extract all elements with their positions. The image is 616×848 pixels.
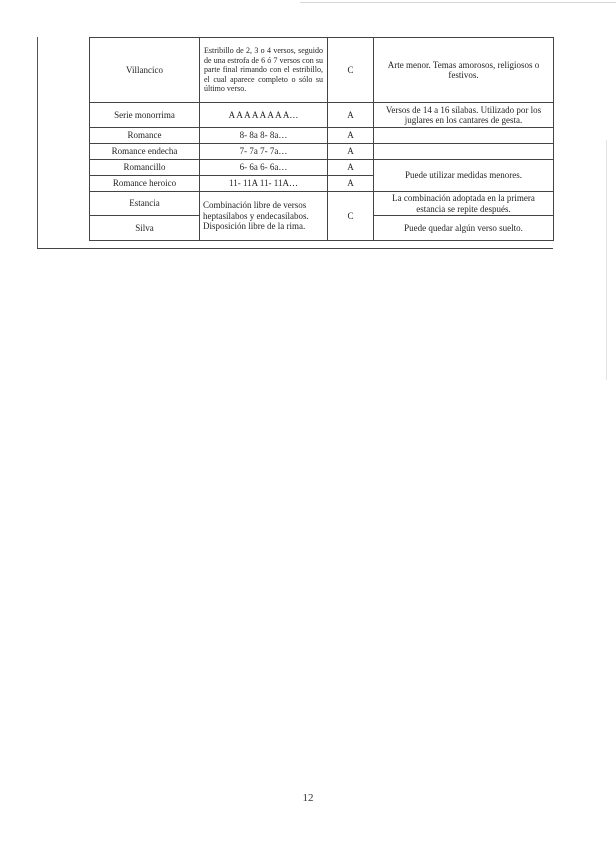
cell-rhyme: A xyxy=(328,176,374,192)
cell-scheme: 11- 11A 11- 11A… xyxy=(200,176,328,192)
table-row-romancillo xyxy=(90,160,554,176)
cell-scheme: 6- 6a 6- 6a… xyxy=(200,160,328,176)
cell-name: Romance xyxy=(90,128,200,144)
cell-notes: Versos de 14 a 16 sílabas. Utilizado por los juglares en los cantares de gesta. xyxy=(374,103,554,128)
cell-name: Serie monorrima xyxy=(90,103,200,128)
cell-notes: Puede utilizar medidas menores. xyxy=(374,160,554,192)
table-row-estancia xyxy=(90,192,554,216)
stanza-table xyxy=(89,37,554,241)
cell-scheme: Estribillo de 2, 3 o 4 versos, seguido de una estrofa de 6 ó 7 versos con su parte final rimando con el estribillo, el cual aparece completo o sólo su último verso. xyxy=(200,38,328,103)
cell-rhyme: A xyxy=(328,128,374,144)
cell-notes: La combinación adoptada en la primera estancia se repite después. xyxy=(374,192,554,216)
table-row-villancico xyxy=(90,38,554,103)
cell-name: Romancillo xyxy=(90,160,200,176)
cell-notes: Arte menor. Temas amorosos, religiosos o festivos. xyxy=(374,38,554,103)
cell-scheme: 7- 7a 7- 7a… xyxy=(200,144,328,160)
cell-notes: Puede quedar algún verso suelto. xyxy=(374,216,554,241)
cell-rhyme: A xyxy=(328,144,374,160)
cell-rhyme: C xyxy=(328,38,374,103)
cell-name: Silva xyxy=(90,216,200,241)
left-margin-line xyxy=(37,37,38,249)
cell-scheme-merged: Combinación libre de versos heptasílabos y endecasílabos. Disposición libre de la rima. xyxy=(200,192,328,241)
table-row-romance-endecha xyxy=(90,144,554,160)
scan-edge-right xyxy=(606,140,607,380)
stanza-table-container xyxy=(89,37,553,241)
cell-scheme: A A A A A A A A… xyxy=(200,103,328,128)
cell-name: Villancico xyxy=(90,38,200,103)
cell-rhyme: A xyxy=(328,103,374,128)
cell-rhyme-merged: C xyxy=(328,192,374,241)
page-number: 12 xyxy=(302,792,314,804)
scan-edge-top xyxy=(300,2,616,3)
table-bottom-rule xyxy=(37,248,553,249)
cell-rhyme: A xyxy=(328,160,374,176)
cell-scheme: 8- 8a 8- 8a… xyxy=(200,128,328,144)
cell-notes xyxy=(374,128,554,144)
cell-notes xyxy=(374,144,554,160)
cell-name: Romance endecha xyxy=(90,144,200,160)
cell-name: Romance heroico xyxy=(90,176,200,192)
table-row-serie-monorrima xyxy=(90,103,554,128)
table-row-romance xyxy=(90,128,554,144)
cell-name: Estancia xyxy=(90,192,200,216)
